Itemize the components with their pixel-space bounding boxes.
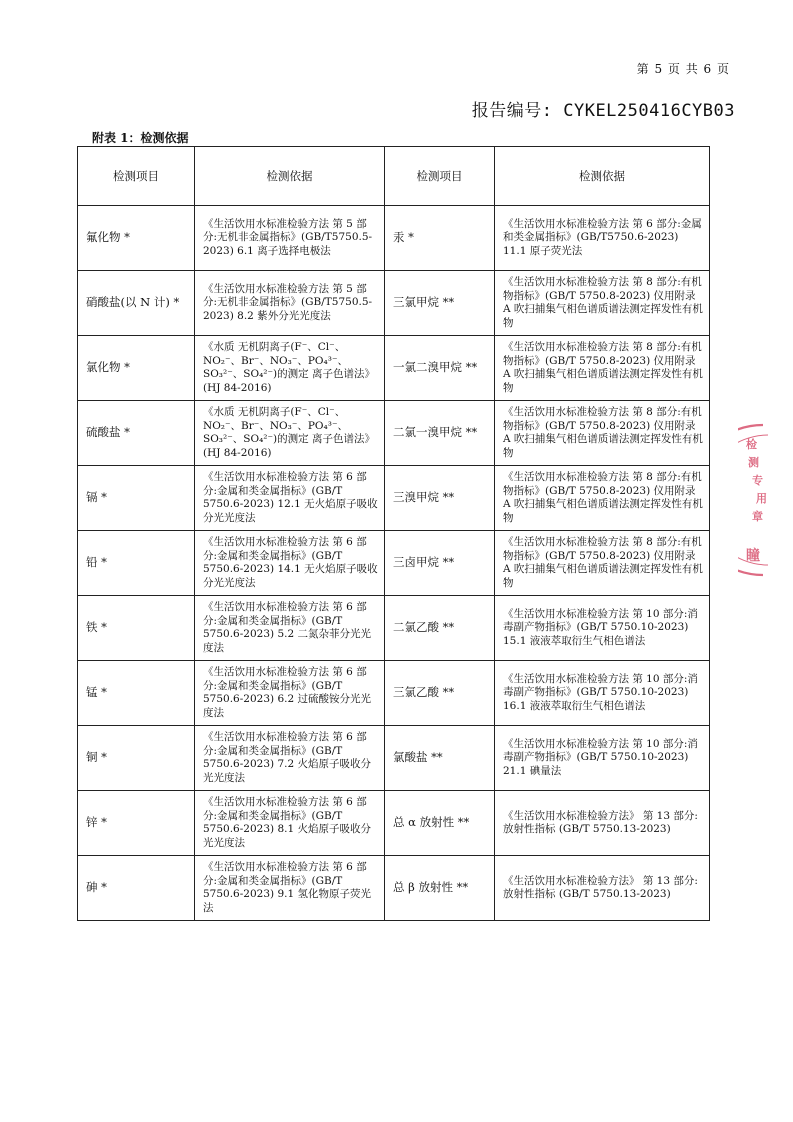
svg-text:专: 专	[752, 474, 763, 487]
test-item-cell: 镉 *	[78, 466, 195, 531]
test-basis-cell: 《水质 无机阴离子(F⁻、Cl⁻、NO₂⁻、Br⁻、NO₃⁻、PO₄³⁻、SO₃²⁻、SO₄²⁻)的测定 离子色谱法》(HJ 84-2016)	[195, 336, 385, 401]
test-item-cell: 铜 *	[78, 726, 195, 791]
test-basis-cell: 《生活饮用水标准检验方法》 第 13 部分:放射性指标 (GB/T 5750.13-2023)	[495, 791, 710, 856]
test-item-cell: 铁 *	[78, 596, 195, 661]
test-item-cell: 锌 *	[78, 791, 195, 856]
table-row	[78, 856, 710, 921]
test-item-cell: 二氯乙酸 **	[385, 596, 495, 661]
test-item-cell: 铅 *	[78, 531, 195, 596]
test-item-cell: 三氯甲烷 **	[385, 271, 495, 336]
table-row	[78, 661, 710, 726]
table-row	[78, 336, 710, 401]
svg-text:章: 章	[752, 510, 763, 523]
test-item-cell: 氯酸盐 **	[385, 726, 495, 791]
table-row	[78, 401, 710, 466]
test-item-cell: 三氯乙酸 **	[385, 661, 495, 726]
test-basis-cell: 《生活饮用水标准检验方法 第 8 部分:有机物指标》(GB/T 5750.8-2023) 仪用附录 A 吹扫捕集气相色谱质谱法测定挥发性有机物	[495, 466, 710, 531]
table-row	[78, 531, 710, 596]
table-row	[78, 206, 710, 271]
test-basis-cell: 《生活饮用水标准检验方法 第 6 部分:金属和类金属指标》(GB/T 5750.6-2023) 14.1 无火焰原子吸收分光光度法	[195, 531, 385, 596]
test-item-cell: 硫酸盐 *	[78, 401, 195, 466]
column-header-basis: 检测依据	[495, 147, 710, 206]
column-header-item: 检测项目	[385, 147, 495, 206]
test-item-cell: 硝酸盐(以 N 计) *	[78, 271, 195, 336]
seal-stamp	[738, 420, 793, 580]
test-item-cell: 氯化物 *	[78, 336, 195, 401]
test-basis-cell: 《生活饮用水标准检验方法 第 6 部分:金属和类金属指标》(GB/T 5750.6-2023) 6.2 过硫酸铵分光光度法	[195, 661, 385, 726]
test-item-cell: 一氯二溴甲烷 **	[385, 336, 495, 401]
table-row	[78, 791, 710, 856]
test-basis-cell: 《水质 无机阴离子(F⁻、Cl⁻、NO₂⁻、Br⁻、NO₃⁻、PO₄³⁻、SO₃²⁻、SO₄²⁻)的测定 离子色谱法》(HJ 84-2016)	[195, 401, 385, 466]
test-basis-cell: 《生活饮用水标准检验方法》 第 13 部分:放射性指标 (GB/T 5750.13-2023)	[495, 856, 710, 921]
test-item-cell: 二氯一溴甲烷 **	[385, 401, 495, 466]
test-basis-cell: 《生活饮用水标准检验方法 第 5 部分:无机非金属指标》(GB/T5750.5-2023) 8.2 紫外分光光度法	[195, 271, 385, 336]
test-item-cell: 三溴甲烷 **	[385, 466, 495, 531]
table-header-row	[78, 147, 710, 206]
test-basis-cell: 《生活饮用水标准检验方法 第 10 部分:消毒副产物指标》(GB/T 5750.10-2023) 21.1 碘量法	[495, 726, 710, 791]
test-basis-cell: 《生活饮用水标准检验方法 第 8 部分:有机物指标》(GB/T 5750.8-2023) 仪用附录 A 吹扫捕集气相色谱质谱法测定挥发性有机物	[495, 531, 710, 596]
table-row	[78, 271, 710, 336]
test-basis-cell: 《生活饮用水标准检验方法 第 6 部分:金属和类金属指标》(GB/T 5750.6-2023) 8.1 火焰原子吸收分光光度法	[195, 791, 385, 856]
svg-text:瞳: 瞳	[746, 548, 760, 564]
svg-text:测: 测	[748, 456, 759, 469]
test-basis-cell: 《生活饮用水标准检验方法 第 6 部分:金属和类金属指标》(GB/T 5750.6-2023) 9.1 氢化物原子荧光法	[195, 856, 385, 921]
test-item-cell: 氟化物 *	[78, 206, 195, 271]
report-number: 报告编号: CYKEL250416CYB03	[471, 101, 735, 121]
page-number: 第 5 页 共 6 页	[636, 62, 730, 76]
test-basis-cell: 《生活饮用水标准检验方法 第 10 部分:消毒副产物指标》(GB/T 5750.10-2023) 15.1 液液萃取衍生气相色谱法	[495, 596, 710, 661]
test-item-cell: 总 β 放射性 **	[385, 856, 495, 921]
table-row	[78, 596, 710, 661]
table-row	[78, 726, 710, 791]
test-basis-cell: 《生活饮用水标准检验方法 第 6 部分:金属和类金属指标》(GB/T 5750.6-2023) 5.2 二氮杂菲分光光度法	[195, 596, 385, 661]
test-item-cell: 总 α 放射性 **	[385, 791, 495, 856]
test-item-cell: 三卤甲烷 **	[385, 531, 495, 596]
test-item-cell: 锰 *	[78, 661, 195, 726]
test-basis-cell: 《生活饮用水标准检验方法 第 10 部分:消毒副产物指标》(GB/T 5750.10-2023) 16.1 液液萃取衍生气相色谱法	[495, 661, 710, 726]
test-basis-cell: 《生活饮用水标准检验方法 第 6 部分:金属和类金属指标》(GB/T5750.6-2023) 11.1 原子荧光法	[495, 206, 710, 271]
test-item-cell: 汞 *	[385, 206, 495, 271]
test-basis-cell: 《生活饮用水标准检验方法 第 6 部分:金属和类金属指标》(GB/T 5750.6-2023) 7.2 火焰原子吸收分光光度法	[195, 726, 385, 791]
test-basis-cell: 《生活饮用水标准检验方法 第 8 部分:有机物指标》(GB/T 5750.8-2023) 仪用附录 A 吹扫捕集气相色谱质谱法测定挥发性有机物	[495, 271, 710, 336]
svg-text:用: 用	[756, 492, 767, 505]
test-basis-cell: 《生活饮用水标准检验方法 第 8 部分:有机物指标》(GB/T 5750.8-2023) 仪用附录 A 吹扫捕集气相色谱质谱法测定挥发性有机物	[495, 401, 710, 466]
test-basis-cell: 《生活饮用水标准检验方法 第 5 部分:无机非金属指标》(GB/T5750.5-2023) 6.1 离子选择电极法	[195, 206, 385, 271]
test-basis-cell: 《生活饮用水标准检验方法 第 8 部分:有机物指标》(GB/T 5750.8-2023) 仪用附录 A 吹扫捕集气相色谱质谱法测定挥发性有机物	[495, 336, 710, 401]
column-header-item: 检测项目	[78, 147, 195, 206]
test-basis-cell: 《生活饮用水标准检验方法 第 6 部分:金属和类金属指标》(GB/T 5750.6-2023) 12.1 无火焰原子吸收分光光度法	[195, 466, 385, 531]
test-basis-table	[77, 146, 710, 921]
table-caption: 附表 1：检测依据	[92, 131, 189, 145]
table-row	[78, 466, 710, 531]
column-header-basis: 检测依据	[195, 147, 385, 206]
svg-text:检: 检	[746, 438, 757, 451]
test-item-cell: 砷 *	[78, 856, 195, 921]
